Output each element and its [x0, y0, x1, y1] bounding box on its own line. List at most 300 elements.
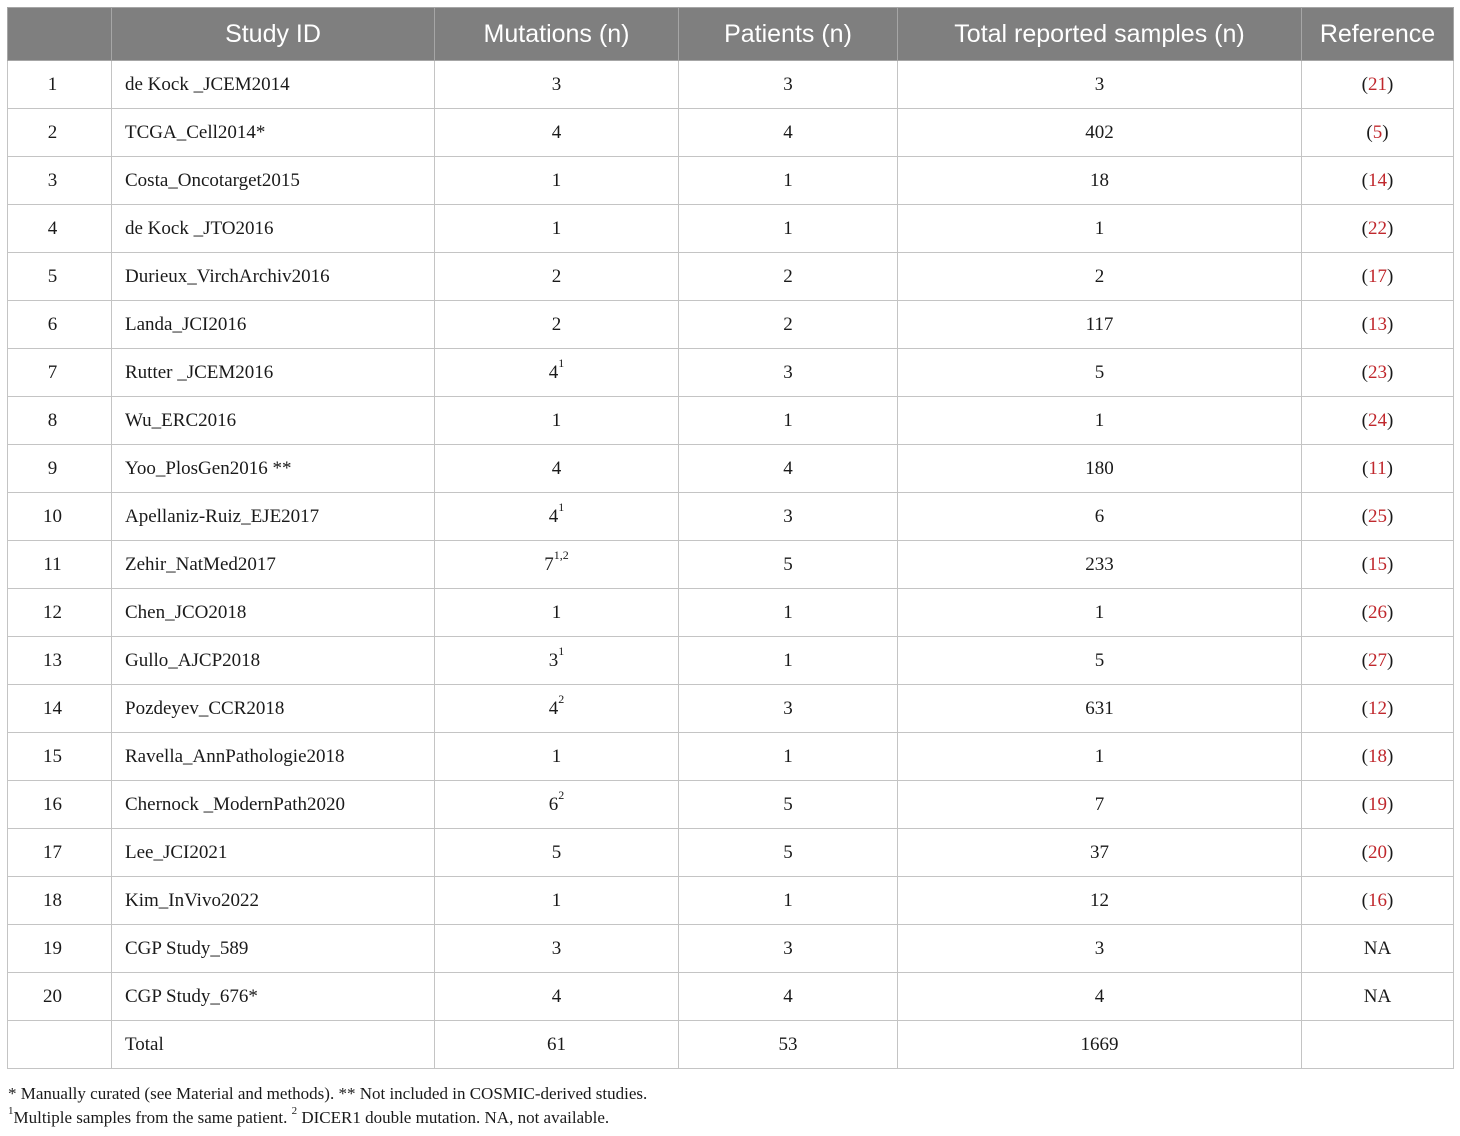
reference-cell [1302, 253, 1454, 301]
row-index: 15 [43, 745, 62, 767]
reference-link[interactable]: 15 [1368, 553, 1387, 575]
total-samples-count: 2 [1094, 265, 1105, 287]
row-index: 16 [43, 793, 62, 815]
study-id-cell [112, 253, 435, 301]
reference-open-paren: ( [1361, 889, 1368, 911]
reference-open-paren: ( [1361, 217, 1368, 239]
study-id-cell [112, 493, 435, 541]
patients-cell [679, 301, 898, 349]
row-index-cell [8, 397, 112, 445]
reference-open-paren: ( [1361, 745, 1368, 767]
mutations-count: 4 [548, 505, 559, 527]
reference-cell [1302, 157, 1454, 205]
reference-open-paren: ( [1362, 457, 1369, 479]
mutations-count: 1 [551, 601, 562, 623]
reference-link[interactable]: 26 [1368, 601, 1387, 623]
table-row [8, 301, 1454, 349]
reference-close-paren: ) [1387, 601, 1394, 623]
total-samples-cell [898, 397, 1302, 445]
reference-open-paren: ( [1361, 73, 1368, 95]
row-index: 4 [47, 217, 58, 239]
reference-link[interactable]: 21 [1368, 73, 1387, 95]
mutations-cell [435, 445, 679, 493]
patients-cell [679, 829, 898, 877]
header-patients: Patients (n) [679, 8, 898, 61]
reference-close-paren: ) [1387, 361, 1394, 383]
row-index: 1 [47, 73, 58, 95]
reference-link[interactable]: 13 [1368, 313, 1387, 335]
patients-cell [679, 397, 898, 445]
reference-link[interactable]: 16 [1368, 889, 1387, 911]
reference-cell [1302, 637, 1454, 685]
study-id-cell [112, 349, 435, 397]
total-samples-count: 180 [1085, 457, 1114, 479]
table-row [8, 445, 1454, 493]
table-row [8, 637, 1454, 685]
total-samples-cell [898, 781, 1302, 829]
mutations-count: 7 [544, 553, 554, 575]
total-samples-cell [898, 973, 1302, 1021]
study-id: Ravella_AnnPathologie2018 [125, 745, 345, 767]
table-row [8, 253, 1454, 301]
total-samples-cell [898, 301, 1302, 349]
table-row [8, 157, 1454, 205]
row-index-cell [8, 301, 112, 349]
study-id: TCGA_Cell2014* [125, 121, 266, 143]
mutations-count: 1 [551, 217, 562, 239]
patients-cell [679, 973, 898, 1021]
header-reference: Reference [1302, 8, 1454, 61]
patients-count: 1 [783, 169, 793, 191]
row-index-cell [8, 877, 112, 925]
patients-count: 2 [783, 265, 793, 287]
row-index: 19 [43, 937, 62, 959]
reference-close-paren: ) [1387, 313, 1394, 335]
mutations-cell [435, 685, 679, 733]
total-samples-count: 3 [1094, 937, 1105, 959]
reference-close-paren: ) [1387, 793, 1394, 815]
mutations-footnote-marker: 1 [558, 356, 565, 371]
mutations-footnote-marker: 2 [558, 692, 565, 707]
reference-cell [1302, 877, 1454, 925]
patients-cell [679, 109, 898, 157]
footnote-marker-1: 1 [8, 1105, 14, 1118]
mutations-count: 6 [548, 793, 559, 815]
total-samples-cell [898, 253, 1302, 301]
table-row [8, 397, 1454, 445]
total-samples-count: 3 [1094, 73, 1105, 95]
table-row [8, 541, 1454, 589]
reference-link[interactable]: 14 [1368, 169, 1387, 191]
total-samples-count: 1 [1094, 601, 1105, 623]
row-index-cell [8, 637, 112, 685]
study-id-cell [112, 397, 435, 445]
mutations-cell [435, 541, 679, 589]
reference-text: NA [1363, 985, 1392, 1007]
mutations-footnote-marker: 2 [558, 788, 565, 803]
study-id-cell [112, 829, 435, 877]
patients-count: 3 [783, 361, 793, 383]
total-samples-count: 1 [1094, 409, 1105, 431]
reference-link[interactable]: 19 [1368, 793, 1387, 815]
row-index: 20 [43, 985, 62, 1007]
total-samples-cell [898, 205, 1302, 253]
reference-close-paren: ) [1387, 73, 1394, 95]
patients-count: 53 [778, 1033, 798, 1055]
footnote-line-1: * Manually curated (see Material and methods). ** Not included in COSMIC-derived studies. [8, 1084, 648, 1103]
patients-count: 5 [783, 793, 793, 815]
mutations-cell [435, 205, 679, 253]
reference-link[interactable]: 23 [1368, 361, 1387, 383]
mutations-count: 4 [548, 361, 559, 383]
header-index [8, 8, 112, 61]
reference-open-paren: ( [1361, 313, 1368, 335]
study-id-cell [112, 61, 435, 109]
reference-open-paren: ( [1361, 505, 1368, 527]
table-row [8, 877, 1454, 925]
mutations-count: 2 [551, 313, 562, 335]
row-index-cell [8, 445, 112, 493]
study-id-cell [112, 1021, 435, 1069]
total-samples-cell [898, 109, 1302, 157]
study-id-cell [112, 301, 435, 349]
study-id-cell [112, 781, 435, 829]
study-id-cell [112, 157, 435, 205]
mutations-count: 1 [551, 745, 562, 767]
reference-cell [1302, 541, 1454, 589]
row-index-cell [8, 205, 112, 253]
study-table [7, 7, 1454, 1069]
study-id-cell [112, 589, 435, 637]
reference-close-paren: ) [1387, 841, 1394, 863]
patients-count: 1 [783, 409, 793, 431]
reference-open-paren: ( [1361, 841, 1368, 863]
row-index: 11 [43, 553, 62, 575]
reference-cell [1302, 829, 1454, 877]
table-row [8, 349, 1454, 397]
study-id: de Kock _JCEM2014 [125, 73, 290, 95]
reference-open-paren: ( [1361, 697, 1368, 719]
mutations-cell [435, 493, 679, 541]
row-index: 3 [47, 169, 58, 191]
study-id: Costa_Oncotarget2015 [125, 169, 300, 191]
total-samples-cell [898, 685, 1302, 733]
patients-cell [679, 61, 898, 109]
reference-link[interactable]: 22 [1368, 217, 1387, 239]
reference-link[interactable]: 11 [1368, 457, 1387, 479]
mutations-count: 5 [551, 841, 562, 863]
study-id-cell [112, 973, 435, 1021]
reference-open-paren: ( [1361, 553, 1368, 575]
mutations-count: 4 [548, 697, 559, 719]
mutations-count: 3 [551, 73, 562, 95]
reference-open-paren: ( [1361, 409, 1368, 431]
reference-close-paren: ) [1387, 217, 1394, 239]
reference-link[interactable]: 17 [1368, 265, 1387, 287]
reference-link[interactable]: 25 [1368, 505, 1387, 527]
reference-link[interactable]: 5 [1372, 121, 1383, 143]
reference-link[interactable]: 27 [1368, 649, 1387, 671]
patients-count: 1 [783, 217, 793, 239]
row-index: 10 [43, 505, 62, 527]
total-samples-cell [898, 445, 1302, 493]
study-id: Rutter _JCEM2016 [125, 361, 274, 383]
total-samples-cell [898, 637, 1302, 685]
mutations-count: 1 [551, 409, 562, 431]
patients-cell [679, 349, 898, 397]
mutations-cell [435, 349, 679, 397]
header-study-id: Study ID [112, 8, 435, 61]
mutations-cell [435, 157, 679, 205]
mutations-cell [435, 61, 679, 109]
reference-close-paren: ) [1387, 697, 1394, 719]
patients-count: 3 [783, 697, 793, 719]
reference-cell [1302, 589, 1454, 637]
study-id: Total [125, 1033, 164, 1055]
patients-count: 3 [783, 73, 793, 95]
patients-cell [679, 637, 898, 685]
mutations-footnote-marker: 1 [558, 500, 565, 515]
patients-cell [679, 493, 898, 541]
total-samples-cell [898, 589, 1302, 637]
reference-cell [1302, 1021, 1454, 1069]
reference-link[interactable]: 20 [1368, 841, 1387, 863]
total-samples-count: 6 [1094, 505, 1105, 527]
reference-link[interactable]: 12 [1368, 697, 1387, 719]
patients-count: 5 [783, 553, 793, 575]
header-mutations: Mutations (n) [435, 8, 679, 61]
reference-open-paren: ( [1361, 601, 1368, 623]
row-index-cell [8, 157, 112, 205]
reference-cell [1302, 733, 1454, 781]
patients-cell [679, 253, 898, 301]
reference-close-paren: ) [1387, 169, 1394, 191]
table-row [8, 829, 1454, 877]
mutations-cell [435, 973, 679, 1021]
reference-close-paren: ) [1387, 649, 1394, 671]
mutations-cell [435, 877, 679, 925]
total-samples-cell [898, 925, 1302, 973]
row-index-cell [8, 781, 112, 829]
mutations-cell [435, 781, 679, 829]
patients-count: 5 [783, 841, 793, 863]
footnote-marker-2: 2 [291, 1105, 298, 1118]
mutations-cell [435, 1021, 679, 1069]
patients-cell [679, 1021, 898, 1069]
total-samples-cell [898, 877, 1302, 925]
study-id: Gullo_AJCP2018 [125, 649, 261, 671]
total-samples-cell [898, 157, 1302, 205]
table-row [8, 781, 1454, 829]
row-index-cell [8, 61, 112, 109]
study-id-cell [112, 445, 435, 493]
total-samples-count: 1 [1094, 745, 1105, 767]
patients-count: 1 [783, 601, 793, 623]
header-total-samples: Total reported samples (n) [898, 8, 1302, 61]
total-samples-cell [898, 829, 1302, 877]
total-samples-count: 18 [1090, 169, 1109, 191]
mutations-cell [435, 637, 679, 685]
table-header-row [8, 8, 1454, 61]
reference-open-paren: ( [1361, 793, 1368, 815]
patients-cell [679, 157, 898, 205]
row-index-cell [8, 349, 112, 397]
study-id: Wu_ERC2016 [125, 409, 237, 431]
row-index: 12 [43, 601, 62, 623]
reference-cell [1302, 925, 1454, 973]
mutations-count: 4 [551, 121, 562, 143]
reference-close-paren: ) [1387, 505, 1394, 527]
row-index-cell [8, 541, 112, 589]
total-samples-count: 12 [1090, 889, 1109, 911]
total-samples-count: 631 [1085, 697, 1114, 719]
patients-cell [679, 445, 898, 493]
reference-cell [1302, 61, 1454, 109]
patients-cell [679, 589, 898, 637]
reference-text: NA [1363, 937, 1392, 959]
row-index-cell [8, 493, 112, 541]
patients-cell [679, 925, 898, 973]
row-index-cell [8, 973, 112, 1021]
total-samples-cell [898, 349, 1302, 397]
table-row [8, 61, 1454, 109]
total-samples-count: 5 [1094, 361, 1105, 383]
reference-open-paren: ( [1366, 121, 1373, 143]
table-row [8, 589, 1454, 637]
study-id: de Kock _JTO2016 [125, 217, 274, 239]
study-id-cell [112, 925, 435, 973]
footnote-text-2: DICER1 double mutation. NA, not available. [297, 1108, 610, 1127]
reference-cell [1302, 301, 1454, 349]
study-id-cell [112, 877, 435, 925]
mutations-count: 61 [547, 1033, 566, 1055]
mutations-footnote-marker: 1,2 [553, 548, 569, 563]
study-id: Kim_InVivo2022 [125, 889, 259, 911]
total-samples-count: 4 [1094, 985, 1105, 1007]
reference-cell [1302, 973, 1454, 1021]
study-id: Yoo_PlosGen2016 ** [125, 457, 292, 479]
total-samples-cell [898, 541, 1302, 589]
total-samples-count: 1669 [1080, 1033, 1119, 1055]
study-id: Durieux_VirchArchiv2016 [125, 265, 330, 287]
patients-count: 1 [783, 889, 793, 911]
patients-count: 1 [783, 745, 793, 767]
patients-cell [679, 733, 898, 781]
reference-cell [1302, 397, 1454, 445]
mutations-cell [435, 397, 679, 445]
mutations-count: 1 [551, 169, 562, 191]
row-index-cell [8, 253, 112, 301]
row-index: 2 [47, 121, 58, 143]
patients-cell [679, 685, 898, 733]
total-samples-cell [898, 1021, 1302, 1069]
total-samples-cell [898, 733, 1302, 781]
reference-close-paren: ) [1386, 457, 1393, 479]
reference-close-paren: ) [1387, 745, 1394, 767]
table-body [8, 61, 1454, 1069]
total-samples-cell [898, 493, 1302, 541]
row-index-cell [8, 589, 112, 637]
study-id-cell [112, 109, 435, 157]
mutations-count: 3 [548, 649, 559, 671]
study-id-cell [112, 637, 435, 685]
study-id: Lee_JCI2021 [125, 841, 228, 863]
reference-close-paren: ) [1382, 121, 1389, 143]
reference-cell [1302, 781, 1454, 829]
footnote-text-1: Multiple samples from the same patient. [13, 1108, 292, 1127]
patients-count: 4 [783, 121, 793, 143]
study-id: Chernock _ModernPath2020 [125, 793, 346, 815]
total-samples-count: 117 [1085, 313, 1114, 335]
mutations-cell [435, 925, 679, 973]
total-samples-count: 5 [1094, 649, 1105, 671]
patients-cell [679, 541, 898, 589]
reference-cell [1302, 493, 1454, 541]
row-index: 18 [43, 889, 62, 911]
reference-open-paren: ( [1361, 265, 1368, 287]
study-id: Apellaniz-Ruiz_EJE2017 [125, 505, 320, 527]
row-index: 13 [43, 649, 62, 671]
total-samples-count: 7 [1094, 793, 1105, 815]
patients-count: 3 [783, 505, 793, 527]
study-id-cell [112, 541, 435, 589]
reference-open-paren: ( [1361, 361, 1368, 383]
total-samples-count: 402 [1085, 121, 1114, 143]
mutations-cell [435, 301, 679, 349]
row-index: 7 [47, 361, 58, 383]
mutations-cell [435, 253, 679, 301]
study-id: Zehir_NatMed2017 [125, 553, 276, 575]
table-footnotes [8, 1082, 1448, 1130]
mutations-count: 4 [551, 457, 562, 479]
reference-close-paren: ) [1387, 553, 1394, 575]
reference-open-paren: ( [1361, 169, 1368, 191]
mutations-count: 4 [551, 985, 562, 1007]
patients-count: 3 [783, 937, 793, 959]
reference-link[interactable]: 18 [1368, 745, 1387, 767]
mutations-footnote-marker: 1 [558, 644, 565, 659]
reference-cell [1302, 109, 1454, 157]
table-row [8, 685, 1454, 733]
row-index-cell [8, 1021, 112, 1069]
study-id: Chen_JCO2018 [125, 601, 247, 623]
mutations-count: 2 [551, 265, 562, 287]
table-row [8, 493, 1454, 541]
study-id: Landa_JCI2016 [125, 313, 247, 335]
reference-close-paren: ) [1387, 889, 1394, 911]
patients-count: 1 [783, 649, 793, 671]
total-samples-cell [898, 61, 1302, 109]
table-row [8, 205, 1454, 253]
mutations-cell [435, 589, 679, 637]
row-index-cell [8, 925, 112, 973]
reference-open-paren: ( [1361, 649, 1368, 671]
study-id-cell [112, 685, 435, 733]
study-id-cell [112, 733, 435, 781]
table-row [8, 1021, 1454, 1069]
row-index: 14 [43, 697, 62, 719]
reference-cell [1302, 205, 1454, 253]
study-id: Pozdeyev_CCR2018 [125, 697, 285, 719]
row-index-cell [8, 109, 112, 157]
row-index: 5 [47, 265, 58, 287]
reference-cell [1302, 445, 1454, 493]
patients-count: 2 [783, 313, 793, 335]
row-index: 6 [47, 313, 58, 335]
total-samples-count: 1 [1094, 217, 1105, 239]
mutations-cell [435, 733, 679, 781]
reference-link[interactable]: 24 [1368, 409, 1387, 431]
